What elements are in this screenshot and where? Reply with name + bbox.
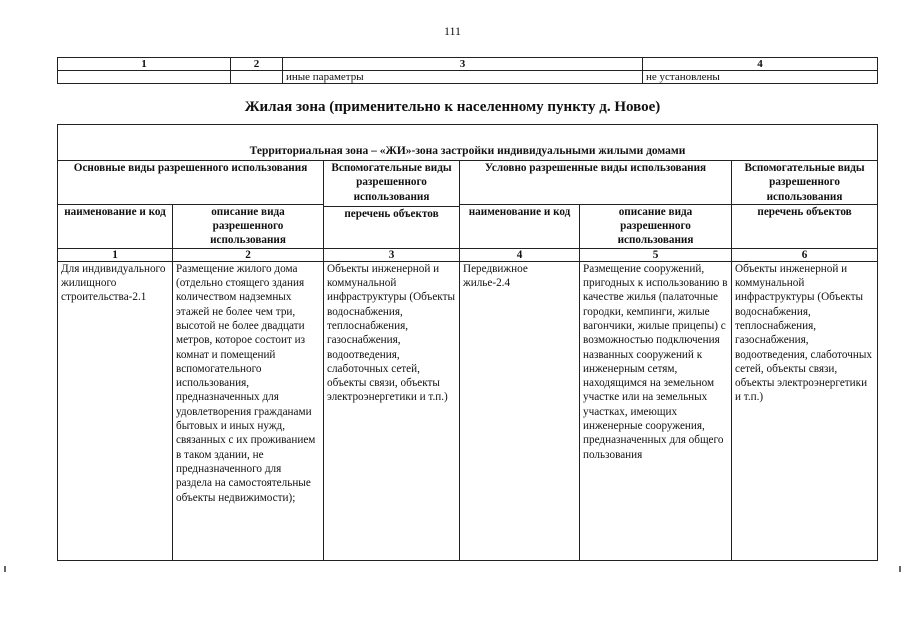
subheader-row (58, 204, 878, 248)
zone-heading: Жилая зона (применительно к населенному пункту д. Новое) (244, 99, 661, 115)
subheader-description-2: описание вида разрешенного использования (580, 204, 732, 248)
auxiliary-objects-1: Объекты инженерной и коммунальной инфраструктуры (Объекты водоснабжения, теплоснабжения, газоснабжения, водоотведения, слаботочных сетей, объекты связи, объекты электроэнергетики и т.п.) (324, 261, 460, 560)
column-number-1: 1 (58, 248, 173, 261)
column-number-row (58, 248, 878, 261)
conditional-use-description: Размещение сооружений, пригодных к использованию в качестве жилья (палаточные городки, кемпинги, жилые вагончики, жилые прицепы) с возможностью подключения названных сооружений к инженерным сетям, находящимся на земельном участке или на земельных участках, имеющих инженерные сооружения, предназначенных для общего пользования (580, 261, 732, 560)
zone-title: Территориальная зона – «ЖИ»-зона застройки индивидуальными жилыми домами (58, 125, 878, 161)
auxiliary-objects-2: Объекты инженерной и коммунальной инфраструктуры (Объекты водоснабжения, теплоснабжения, газоснабжения, водоотведения, слаботочных сетей, объекты связи, объекты электроэнергетики и т.п.) (732, 261, 878, 560)
parameters-col-2: 2 (231, 58, 283, 71)
subheader-description-1: описание вида разрешенного использования (173, 204, 324, 248)
conditional-use-name: Передвижное жилье-2.4 (460, 261, 580, 560)
parameters-col-4: 4 (643, 58, 878, 71)
column-number-2: 2 (173, 248, 324, 261)
main-use-name: Для индивидуального жилищного строительства-2.1 (58, 261, 173, 560)
subheader-objects-2: перечень объектов (732, 204, 878, 248)
parameter-value: не установлены (643, 71, 878, 84)
group-auxiliary-uses-2: Вспомогательные виды разрешенного использования (732, 161, 878, 205)
column-number-3: 3 (324, 248, 460, 261)
table-row (58, 261, 878, 560)
group-main-uses: Основные виды разрешенного использования (58, 161, 324, 205)
zone-title-row (58, 125, 878, 161)
main-use-description: Размещение жилого дома (отдельно стоящего здания количеством надземных этажей не более чем три, высотой не более двадцати метров, которое состоит из комнат и помещений вспомогательного использования, предназначенных для удовлетворения гражданами бытовых и иных нужд, связанных с их проживанием в таком здании, не предназначенного для раздела на самостоятельные объекты недвижимости); (173, 261, 324, 560)
column-number-4: 4 (460, 248, 580, 261)
group-auxiliary-uses-1 (324, 161, 460, 249)
page-number: 111 (443, 24, 462, 38)
parameters-table (57, 57, 878, 84)
group-auxiliary-uses-1-label: Вспомогательные виды разрешенного использования (331, 162, 452, 203)
left-edge-mark (4, 566, 6, 572)
parameters-col-1: 1 (58, 58, 231, 71)
subheader-name-code-1: наименование и код (58, 204, 173, 248)
column-number-6: 6 (732, 248, 878, 261)
parameters-col-3: 3 (283, 58, 643, 71)
right-edge-mark (899, 566, 901, 572)
group-header-row (58, 161, 878, 205)
zone-regulations-table (57, 124, 878, 561)
group-conditional-uses: Условно разрешенные виды использования (460, 161, 732, 205)
parameter-name: иные параметры (283, 71, 643, 84)
parameters-row (58, 71, 878, 84)
subheader-name-code-2: наименование и код (460, 204, 580, 248)
subheader-objects-1: перечень объектов (344, 207, 439, 220)
column-number-5: 5 (580, 248, 732, 261)
parameters-header-row (58, 58, 878, 71)
